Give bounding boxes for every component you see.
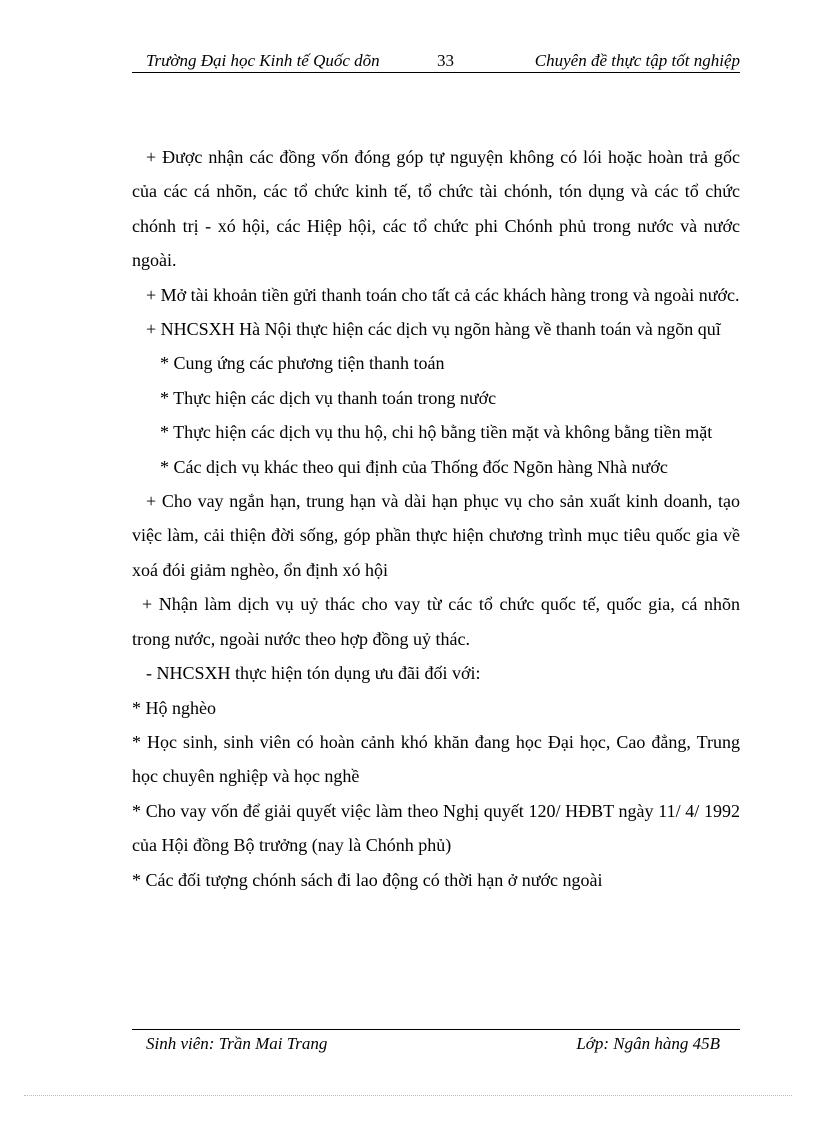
bullet-item: * Hộ nghèo [132,697,216,718]
document-body [132,140,740,897]
bullet-item: * Thực hiện các dịch vụ thanh toán trong nước [160,387,497,408]
paragraph: + Cho vay ngắn hạn, trung hạn và dài hạn phục vụ cho sản xuất kinh doanh, tạo việc làm, cải thiện đời sống, góp phần thực hiện chương trình mục tiêu quốc gia về xoá đói giảm nghèo, ổn định xó hội [132,491,740,580]
bullet-item: * Thực hiện các dịch vụ thu hộ, chi hộ bằng tiền mặt và không bằng tiền mặt [160,422,713,443]
bullet-item: * Cho vay vốn để giải quyết việc làm theo Nghị quyết 120/ HĐBT ngày 11/ 4/ 1992 của Hội đồng Bộ trưởng (nay là Chónh phủ) [132,800,740,856]
bullet-item: * Cung ứng các phương tiện thanh toán [160,353,445,374]
bullet-item: * Các đối tượng chónh sách đi lao động có thời hạn ở nước ngoài [132,869,603,890]
page-header [132,48,740,73]
paragraph: + Được nhận các đồng vốn đóng góp tự nguyện không có lói hoặc hoàn trả gốc của các cá nhõn, các tổ chức kinh tế, tổ chức tài chónh, tón dụng và các tổ chức chónh trị - xó hội, các Hiệp hội, các tổ chức phi Chónh phủ trong nước và nước ngoài. [132,147,740,271]
paragraph: + Mở tài khoản tiền gửi thanh toán cho tất cả các khách hàng trong và ngoài nước. [146,284,740,305]
header-report-title: Chuyên đề thực tập tốt nghiệp [534,51,740,70]
bullet-item: * Các dịch vụ khác theo qui định của Thống đốc Ngõn hàng Nhà nước [160,456,668,477]
footer-student: Sinh viên: Trần Mai Trang [146,1034,328,1053]
page-footer [132,1029,740,1058]
paragraph: + NHCSXH Hà Nội thực hiện các dịch vụ ngõn hàng về thanh toán và ngõn quĩ [146,319,721,340]
page-bottom-dotted-line [24,1095,792,1096]
footer-class: Lớp: Ngân hàng 45B [576,1034,720,1053]
paragraph: - NHCSXH thực hiện tón dụng ưu đãi đối với: [146,663,481,684]
bullet-item: * Học sinh, sinh viên có hoàn cảnh khó khăn đang học Đại học, Cao đẳng, Trung học chuyên nghiệp và học nghề [132,731,740,787]
header-university: Trường Đại học Kinh tế Quốc dõn [146,51,380,70]
header-page-number: 33 [437,51,454,70]
paragraph: + Nhận làm dịch vụ uỷ thác cho vay từ các tổ chức quốc tế, quốc gia, cá nhõn trong nước, ngoài nước theo hợp đồng uỷ thác. [132,594,740,649]
